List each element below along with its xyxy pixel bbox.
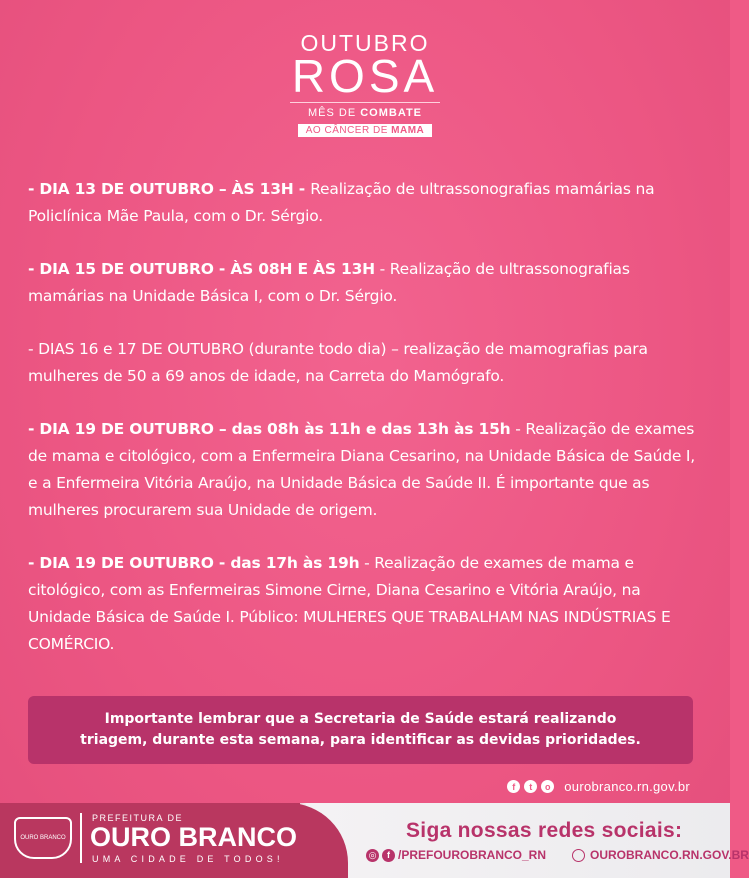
instagram-icon[interactable]: ◎ bbox=[366, 849, 379, 862]
logo-line-rosa: ROSA bbox=[291, 50, 439, 102]
schedule-item bbox=[28, 336, 706, 390]
schedule-date: - DIA 15 DE OUTUBRO - ÀS 08H E ÀS 13H bbox=[28, 260, 375, 278]
social-links-row bbox=[507, 779, 690, 794]
prefeitura-label: PREFEITURA DE bbox=[92, 813, 184, 823]
instagram-icon[interactable]: o bbox=[541, 780, 554, 793]
twitter-icon[interactable]: t bbox=[524, 780, 537, 793]
notice-text: Importante lembrar que a Secretaria de Saúde estará realizando triagem, durante esta semana, para identificar as devidas prioridades. bbox=[80, 711, 641, 748]
schedule-description: - Realização de exames de mama e citológico, com as Enfermeiras Simone Cirne, Diana Cesarino e Vitória Araújo, na Unidade Básica de Saúde I. Público: MULHERES QUE TRABALHAM NAS INDÚSTRIAS E COMÉRCIO. bbox=[28, 554, 671, 653]
schedule-description: - DIAS 16 e 17 DE OUTUBRO (durante todo dia) – realização de mamografias para mulheres de 50 a 69 anos de idade, na Carreta do Mamógrafo. bbox=[28, 340, 648, 385]
city-slogan: UMA CIDADE DE TODOS! bbox=[92, 854, 284, 864]
schedule-item bbox=[28, 176, 706, 230]
logo-divider bbox=[290, 102, 440, 103]
schedule-item bbox=[28, 550, 706, 658]
footer-social-links bbox=[366, 848, 749, 862]
logo-line-mes-de-combate: MÊS DE COMBATE bbox=[307, 107, 423, 119]
schedule-item bbox=[28, 416, 706, 524]
logo-line-cancer-de-mama: AO CÂNCER DE MAMA bbox=[298, 124, 433, 137]
city-name: OURO BRANCO bbox=[90, 822, 297, 852]
city-crest-icon: OURO BRANCO bbox=[14, 817, 72, 859]
outubro-rosa-logo bbox=[0, 30, 730, 138]
logo-line-outubro: OUTUBRO bbox=[300, 30, 430, 56]
schedule-date: - DIA 13 DE OUTUBRO – ÀS 13H - bbox=[28, 180, 311, 198]
schedule-description: Realização de ultrassonografias mamárias na Policlínica Mãe Paula, com o Dr. Sérgio. bbox=[28, 180, 655, 225]
social-handle-link[interactable]: /PREFOUROBRANCO_RN bbox=[398, 848, 547, 862]
follow-heading: Siga nossas redes sociais: bbox=[406, 819, 683, 842]
website-link[interactable]: ourobranco.rn.gov.br bbox=[564, 779, 690, 794]
notice-box bbox=[28, 696, 693, 764]
schedule-date: - DIA 19 DE OUTUBRO – das 08h às 11h e das 13h às 15h bbox=[28, 420, 511, 438]
footer bbox=[0, 803, 749, 878]
globe-icon bbox=[572, 849, 585, 862]
facebook-icon[interactable]: f bbox=[507, 780, 520, 793]
facebook-icon[interactable]: f bbox=[382, 849, 395, 862]
schedule-date: - DIA 19 DE OUTUBRO - das 17h às 19h bbox=[28, 554, 360, 572]
schedule-list bbox=[28, 176, 706, 684]
schedule-description: - Realização de ultrassonografias mamárias na Unidade Básica I, com o Dr. Sérgio. bbox=[28, 260, 630, 305]
footer-divider bbox=[80, 813, 82, 863]
footer-website-link[interactable]: OUROBRANCO.RN.GOV.BR bbox=[590, 848, 749, 862]
schedule-description: - Realização de exames de mama e citológico, com a Enfermeira Diana Cesarino, na Unidade Básica de Saúde I, e a Enfermeira Vitória Araújo, na Unidade Básica de Saúde II. É importante que as mulheres procurarem sua Unidade de origem. bbox=[28, 420, 696, 519]
schedule-item bbox=[28, 256, 706, 310]
